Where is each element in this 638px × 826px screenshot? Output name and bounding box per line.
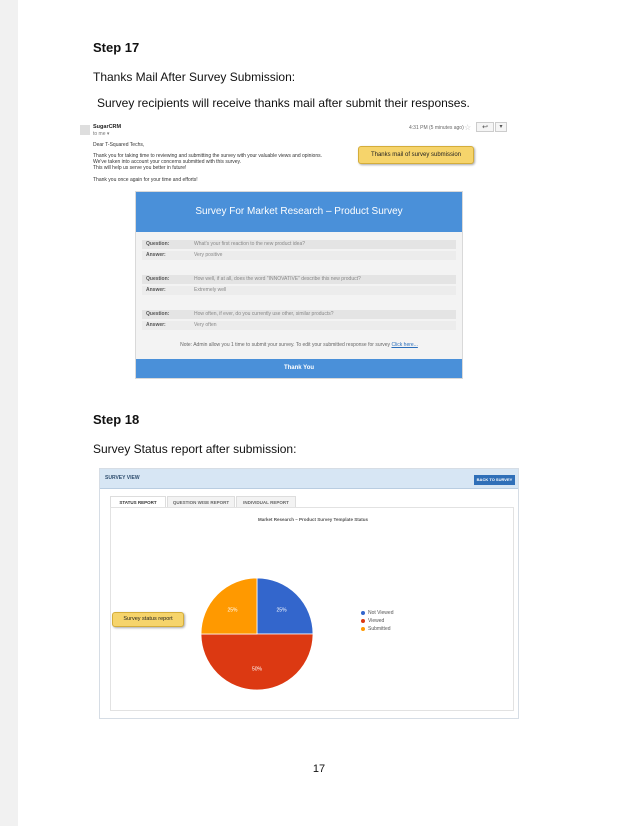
reply-button[interactable] bbox=[476, 122, 494, 132]
step-18-heading: Step 18 bbox=[93, 412, 140, 427]
question-label: Question: bbox=[146, 241, 170, 247]
answer-label: Answer: bbox=[146, 322, 166, 328]
pie-slice-not-viewed bbox=[257, 578, 313, 634]
star-icon[interactable]: ☆ bbox=[464, 123, 472, 132]
pie-slice-viewed bbox=[201, 634, 313, 690]
back-to-survey-button[interactable]: BACK TO SURVEY bbox=[474, 475, 515, 485]
legend-item bbox=[361, 609, 393, 617]
question-row bbox=[142, 310, 456, 319]
email-time: 4:31 PM (5 minutes ago) bbox=[409, 125, 464, 131]
chevron-down-icon: ▾ bbox=[499, 124, 503, 130]
callout-text: Survey status report bbox=[123, 616, 173, 622]
survey-title: Survey For Market Research – Product Survey bbox=[136, 192, 462, 232]
chart-title: Market Research – Product Survey Template Status bbox=[258, 517, 368, 522]
legend-label: Submitted bbox=[368, 626, 391, 632]
step-17-description: Survey recipients will receive thanks mail after submit their responses. bbox=[97, 96, 470, 110]
tab-status-report[interactable]: STATUS REPORT bbox=[110, 496, 166, 508]
email-recipient: to me ▾ bbox=[93, 131, 110, 137]
email-body-line: We've taken into account your concerns submitted with this survey. bbox=[93, 159, 242, 165]
pie-slice-label: 25% bbox=[276, 607, 287, 614]
question-text: How often, if ever, do you currently use other, similar products? bbox=[194, 311, 334, 317]
tab-question-wise-report[interactable]: QUESTION WISE REPORT bbox=[167, 496, 235, 508]
thank-you-button[interactable]: Thank You bbox=[136, 359, 462, 378]
survey-view-header bbox=[100, 469, 518, 489]
step-17-subtitle: Thanks Mail After Survey Submission: bbox=[93, 70, 296, 84]
pie-slice-label: 50% bbox=[251, 666, 263, 673]
edit-response-link[interactable]: Click here... bbox=[391, 342, 418, 348]
answer-row bbox=[142, 321, 456, 330]
sender-avatar bbox=[80, 125, 90, 135]
status-report-screenshot bbox=[99, 468, 519, 719]
status-pie-chart bbox=[200, 577, 314, 691]
more-options-button[interactable] bbox=[495, 122, 507, 132]
tab-individual-report[interactable]: INDIVIDUAL REPORT bbox=[236, 496, 296, 508]
survey-view-title: SURVEY VIEW bbox=[105, 475, 140, 481]
email-body-line: This will help us serve you better in future! bbox=[93, 165, 187, 171]
answer-text: Very often bbox=[194, 322, 217, 328]
email-body-line: Thank you once again for your time and efforts! bbox=[93, 177, 198, 183]
legend-label: Not Viewed bbox=[368, 610, 394, 616]
question-text: What's your first reaction to the new product idea? bbox=[194, 241, 306, 247]
status-report-callout bbox=[112, 612, 184, 627]
question-row bbox=[142, 240, 456, 249]
note-text: Note: Admin allow you 1 time to submit your survey. To edit your submitted response for survey bbox=[180, 342, 391, 348]
callout-text: Thanks mail of survey submission bbox=[370, 152, 462, 158]
question-label: Question: bbox=[146, 311, 170, 317]
page-margin-strip bbox=[0, 0, 18, 826]
thanks-mail-callout bbox=[358, 146, 474, 164]
answer-text: Extremely well bbox=[194, 287, 227, 293]
status-report-panel bbox=[110, 507, 514, 711]
question-row bbox=[142, 275, 456, 284]
survey-form-screenshot bbox=[135, 191, 463, 379]
legend-label: Viewed bbox=[368, 618, 385, 624]
legend-item bbox=[361, 625, 393, 633]
answer-text: Very positive bbox=[194, 252, 223, 258]
reply-icon: ↩ bbox=[482, 124, 488, 131]
legend-swatch-0 bbox=[361, 611, 365, 615]
legend-swatch-2 bbox=[361, 627, 365, 631]
question-text: How well, if at all, does the word "INNOVATIVE" describe this new product? bbox=[194, 276, 361, 282]
chevron-down-icon[interactable]: ▾ bbox=[106, 131, 110, 137]
answer-row bbox=[142, 251, 456, 260]
email-body-line: Thank you for taking time to reviewing and submitting the survey with your valuable views and opinions. bbox=[93, 153, 323, 159]
answer-row bbox=[142, 286, 456, 295]
question-label: Question: bbox=[146, 276, 170, 282]
chart-legend bbox=[361, 609, 393, 633]
answer-label: Answer: bbox=[146, 287, 166, 293]
email-sender: SugarCRM bbox=[93, 124, 122, 130]
survey-note bbox=[136, 342, 462, 348]
answer-label: Answer: bbox=[146, 252, 166, 258]
legend-swatch-1 bbox=[361, 619, 365, 623]
pie-slice-label: 25% bbox=[227, 607, 238, 614]
page-number: 17 bbox=[312, 763, 326, 775]
email-body-line: Dear T-Squared Techs, bbox=[93, 142, 145, 148]
legend-item bbox=[361, 617, 393, 625]
step-17-heading: Step 17 bbox=[93, 40, 140, 55]
step-18-subtitle: Survey Status report after submission: bbox=[93, 442, 297, 456]
pie-slice-submitted bbox=[201, 578, 257, 634]
